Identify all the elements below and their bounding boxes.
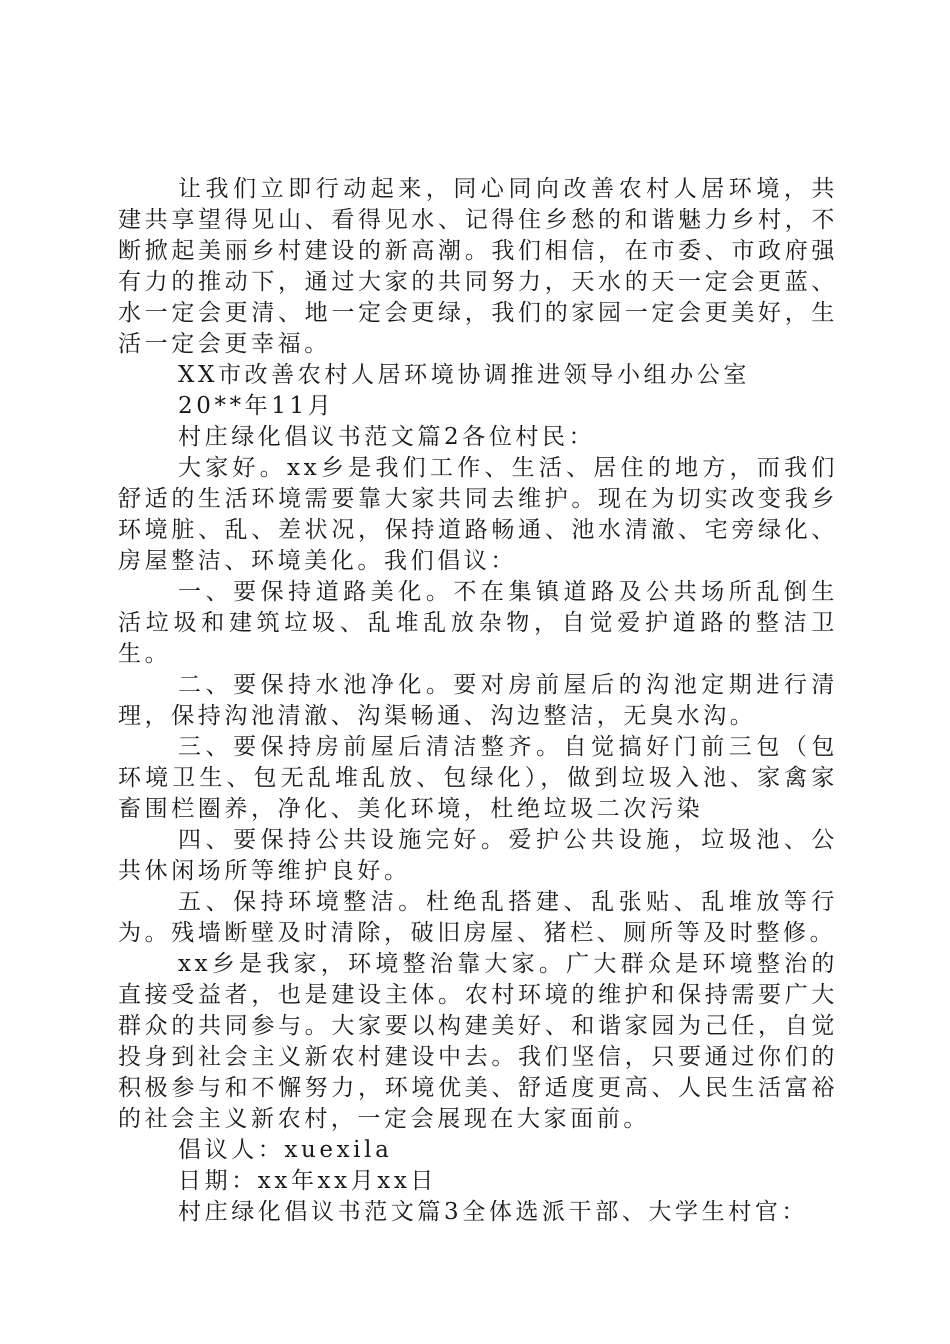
proposal-item-5: 五、保持环境整洁。杜绝乱搭建、乱张贴、乱堆放等行为。残墙断壁及时清除，破旧房屋、猪栏、厕所等及时整修。 [118,889,838,946]
issuing-office: XX市改善农村人居环境协调推进领导小组办公室 [178,362,750,388]
closing-call-paragraph: 让我们立即行动起来，同心同向改善农村人居环境，共建共享望得见山、看得见水、记得住乡愁的和谐魅力乡村，不断掀起美丽乡村建设的新高潮。我们相信，在市委、市政府强有力的推动下，通过大家的共同努力，天水的天一定会更蓝、水一定会更清、地一定会更绿，我们的家园一定会更美好，生活一定会更幸福。 [118,176,838,357]
document-body [118,174,838,1228]
issue-date: 20**年11月 [178,393,335,419]
proposal-item-4: 四、要保持公共设施完好。爱护公共设施，垃圾池、公共休闲场所等维护良好。 [118,827,838,884]
proposal-item-2: 二、要保持水池净化。要对房前屋后的沟池定期进行清理，保持沟池清澈、沟渠畅通、沟边整洁，无臭水沟。 [118,672,838,729]
sample-3-heading: 村庄绿化倡议书范文篇3全体选派干部、大学生村官： [178,1199,809,1225]
greeting-paragraph: 大家好。xx乡是我们工作、生活、居住的地方，而我们舒适的生活环境需要靠大家共同去维护。现在为切实改变我乡环境脏、乱、差状况，保持道路畅通、池水清澈、宅旁绿化、房屋整洁、环境美化。我们倡议： [118,455,838,574]
sample-2-heading: 村庄绿化倡议书范文篇2各位村民： [178,424,596,450]
proposer-line: 倡议人：xuexila [178,1137,393,1163]
proposal-item-1: 一、要保持道路美化。不在集镇道路及公共场所乱倒生活垃圾和建筑垃圾、乱堆乱放杂物，自觉爱护道路的整洁卫生。 [118,579,838,667]
proposal-item-3: 三、要保持房前屋后清洁整齐。自觉搞好门前三包（包环境卫生、包无乱堆乱放、包绿化），做到垃圾入池、家禽家畜围栏圈养，净化、美化环境，杜绝垃圾二次污染 [118,734,838,822]
conclusion-paragraph: xx乡是我家，环境整治靠大家。广大群众是环境整治的直接受益者，也是建设主体。农村环境的维护和保持需要广大群众的共同参与。大家要以构建美好、和谐家园为己任，自觉投身到社会主义新农村建设中去。我们坚信，只要通过你们的积极参与和不懈努力，环境优美、舒适度更高、人民生活富裕的社会主义新农村，一定会展现在大家面前。 [118,951,838,1132]
date-line: 日期：xx年xx月xx日 [178,1168,438,1194]
